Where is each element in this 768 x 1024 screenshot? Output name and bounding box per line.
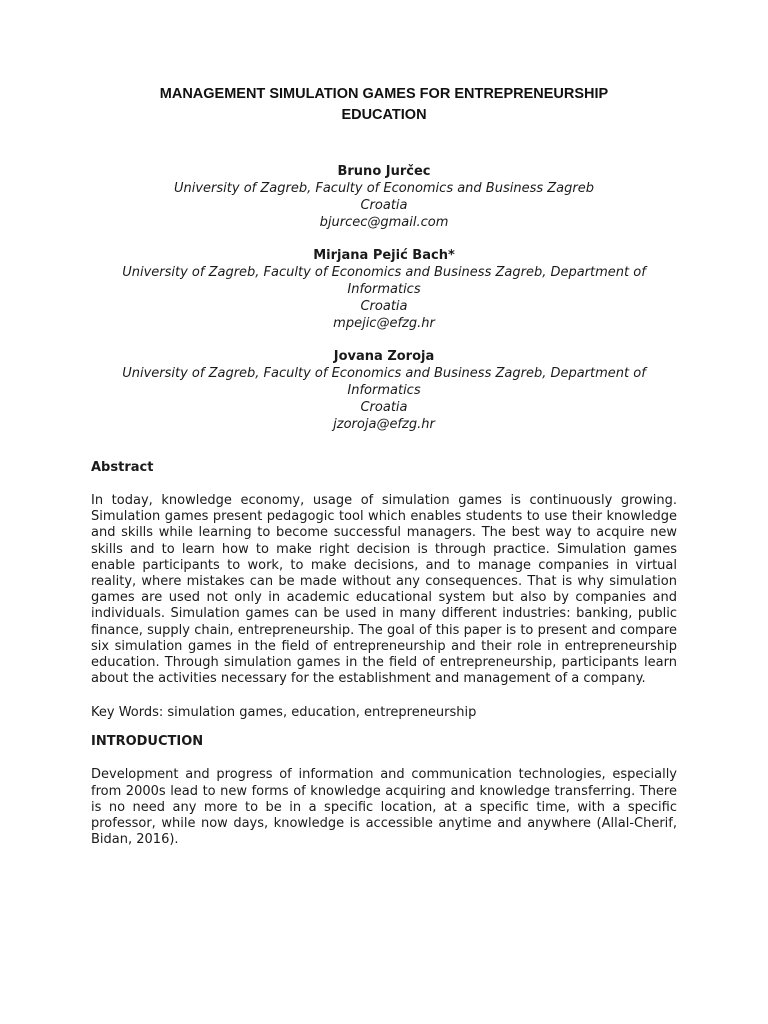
author-email: bjurcec@gmail.com (319, 215, 449, 230)
author-email: jzoroja@efzg.hr (333, 417, 435, 432)
author-email: mpejic@efzg.hr (333, 316, 435, 331)
author-affiliation: Informatics (347, 383, 421, 398)
author-country: Croatia (360, 198, 408, 213)
paper-page (91, 84, 677, 848)
paper-title-line-1: MANAGEMENT SIMULATION GAMES FOR ENTREPRENEURSHIP (159, 86, 609, 102)
paper-title-line-2: EDUCATION (341, 107, 427, 123)
abstract-heading: Abstract (91, 460, 154, 475)
author-list (91, 163, 677, 433)
author-affiliation: University of Zagreb, Faculty of Economics and Business Zagreb, Department of (122, 366, 646, 381)
author-block (91, 348, 677, 433)
author-country: Croatia (360, 299, 408, 314)
author-block (91, 163, 677, 231)
paper-title (91, 84, 677, 126)
author-name: Bruno Jurčec (337, 164, 431, 179)
author-name: Jovana Zoroja (333, 349, 435, 364)
introduction-heading: INTRODUCTION (91, 734, 204, 750)
introduction-text: Development and progress of information and communication technologies, especially from 2000s lead to new forms of knowledge acquiring and knowledge transferring. There is no need any more to be in a specific location, at a specific time, with a specific professor, while now days, knowledge is accessible anytime and anywhere (Allal-Cherif, Bidan, 2016). (91, 767, 677, 848)
abstract-text: In today, knowledge economy, usage of simulation games is continuously growing. Simulation games present pedagogic tool which enables students to use their knowledge and skills while learning to become successful managers. The best way to acquire new skills and to learn how to make right decision is through practice. Simulation games enable participants to work, to make decisions, and to manage companies in virtual reality, where mistakes can be made without any consequences. That is why simulation games are used not only in academic educational system but also by companies and individuals. Simulation games can be used in many different industries: banking, public finance, supply chain, entrepreneurship. The goal of this paper is to present and compare six simulation games in the field of entrepreneurship and their role in entrepreneurship education. Through simulation games in the field of entrepreneurship, participants learn about the activities necessary for the establishment and management of a company. (91, 493, 677, 687)
author-name: Mirjana Pejić Bach* (313, 248, 455, 263)
keywords: Key Words: simulation games, education, entrepreneurship (91, 705, 477, 721)
author-affiliation: University of Zagreb, Faculty of Economics and Business Zagreb, Department of (122, 265, 646, 280)
author-block (91, 247, 677, 332)
author-affiliation: University of Zagreb, Faculty of Economics and Business Zagreb (174, 181, 594, 196)
author-affiliation: Informatics (347, 282, 421, 297)
author-country: Croatia (360, 400, 408, 415)
